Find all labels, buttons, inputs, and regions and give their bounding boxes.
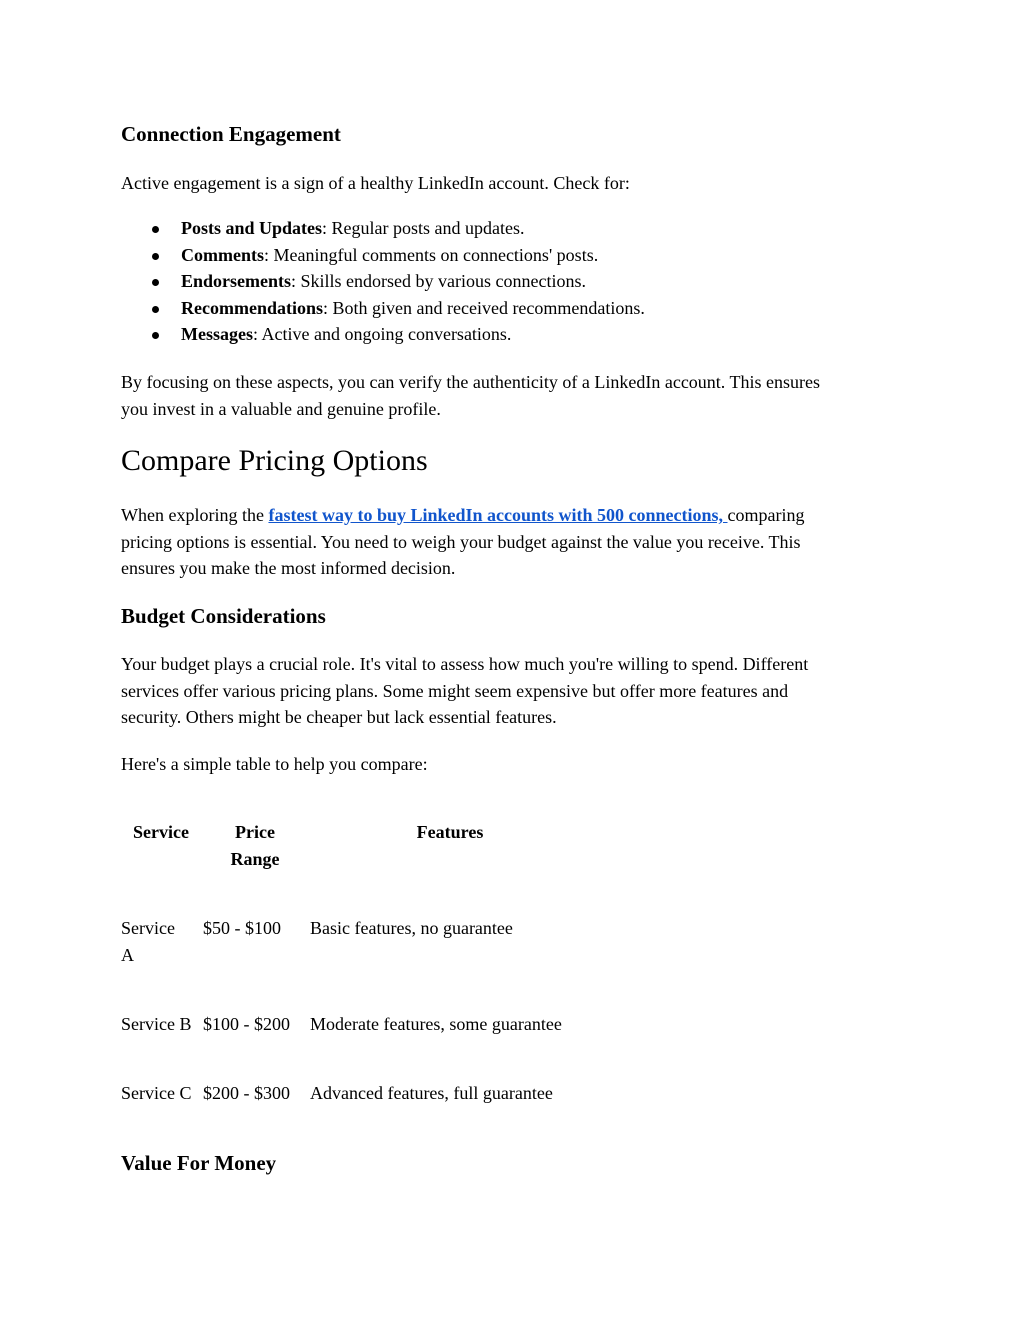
heading-connection-engagement: Connection Engagement bbox=[121, 122, 341, 146]
cell-price: $50 - $100 bbox=[203, 918, 281, 938]
column-header-features: Features bbox=[416, 822, 484, 842]
cell-service: Service C bbox=[121, 1083, 192, 1103]
list-item-text: : Meaningful comments on connections' posts. bbox=[264, 244, 599, 265]
list-item-term: Comments bbox=[181, 244, 264, 265]
list-item bbox=[121, 268, 645, 295]
intro-line: ensures you make the most informed decision. bbox=[121, 558, 456, 578]
intro-text: comparing bbox=[727, 505, 805, 525]
connection-engagement-intro: Active engagement is a sign of a healthy LinkedIn account. Check for: bbox=[121, 173, 630, 193]
connection-engagement-conclusion bbox=[121, 369, 911, 422]
list-item bbox=[121, 295, 645, 322]
list-item-text: : Regular posts and updates. bbox=[322, 218, 525, 238]
header-line: Price bbox=[235, 822, 275, 842]
intro-line: pricing options is essential. You need to weigh your budget against the value you receive. This bbox=[121, 531, 801, 552]
engagement-checklist bbox=[121, 215, 645, 348]
cell-price: $100 - $200 bbox=[203, 1014, 290, 1034]
conclusion-line: you invest in a valuable and genuine profile. bbox=[121, 398, 441, 419]
list-item bbox=[121, 215, 645, 242]
cell-text: Service bbox=[121, 918, 175, 938]
column-header-service: Service bbox=[133, 822, 189, 842]
list-item-term: Recommendations bbox=[181, 297, 323, 318]
header-line: Range bbox=[230, 848, 280, 869]
list-item-term: Posts and Updates bbox=[181, 218, 323, 238]
list-item-text: : Skills endorsed by various connections. bbox=[291, 271, 586, 291]
table-intro: Here's a simple table to help you compare: bbox=[121, 754, 428, 774]
cell-service: Service B bbox=[121, 1014, 192, 1034]
list-item-term: Endorsements bbox=[181, 271, 292, 291]
compare-pricing-intro bbox=[121, 502, 911, 582]
cell-price: $200 - $300 bbox=[203, 1083, 290, 1103]
column-header-price-range bbox=[203, 819, 307, 872]
cell-service bbox=[121, 915, 201, 968]
bullet-icon bbox=[152, 332, 159, 339]
list-item-term: Messages bbox=[181, 324, 253, 344]
fastest-way-link[interactable]: fastest way to buy LinkedIn accounts with 500 connections, bbox=[268, 505, 728, 525]
cell-features: Basic features, no guarantee bbox=[310, 918, 513, 938]
list-item bbox=[121, 242, 645, 269]
list-item-text: : Active and ongoing conversations. bbox=[252, 324, 512, 344]
intro-text: When exploring the bbox=[121, 505, 269, 525]
cell-features: Advanced features, full guarantee bbox=[310, 1083, 553, 1103]
bullet-icon bbox=[152, 306, 159, 313]
heading-value-for-money: Value For Money bbox=[121, 1151, 277, 1175]
list-item bbox=[121, 321, 645, 348]
heading-compare-pricing: Compare Pricing Options bbox=[121, 444, 428, 477]
budget-line: services offer various pricing plans. Some might seem expensive but offer more features and bbox=[121, 680, 789, 701]
bullet-icon bbox=[152, 226, 159, 233]
bullet-icon bbox=[152, 279, 159, 286]
budget-paragraph bbox=[121, 651, 911, 731]
list-item-text: : Both given and received recommendations. bbox=[323, 297, 645, 318]
cell-features: Moderate features, some guarantee bbox=[310, 1014, 562, 1034]
budget-line: security. Others might be cheaper but lack essential features. bbox=[121, 707, 557, 727]
budget-line: Your budget plays a crucial role. It's vital to assess how much you're willing to spend. Different bbox=[121, 654, 809, 674]
cell-text: A bbox=[121, 944, 134, 965]
bullet-icon bbox=[152, 253, 159, 260]
heading-budget-considerations: Budget Considerations bbox=[121, 604, 326, 628]
conclusion-line: By focusing on these aspects, you can verify the authenticity of a LinkedIn account. This ensures bbox=[121, 372, 820, 392]
